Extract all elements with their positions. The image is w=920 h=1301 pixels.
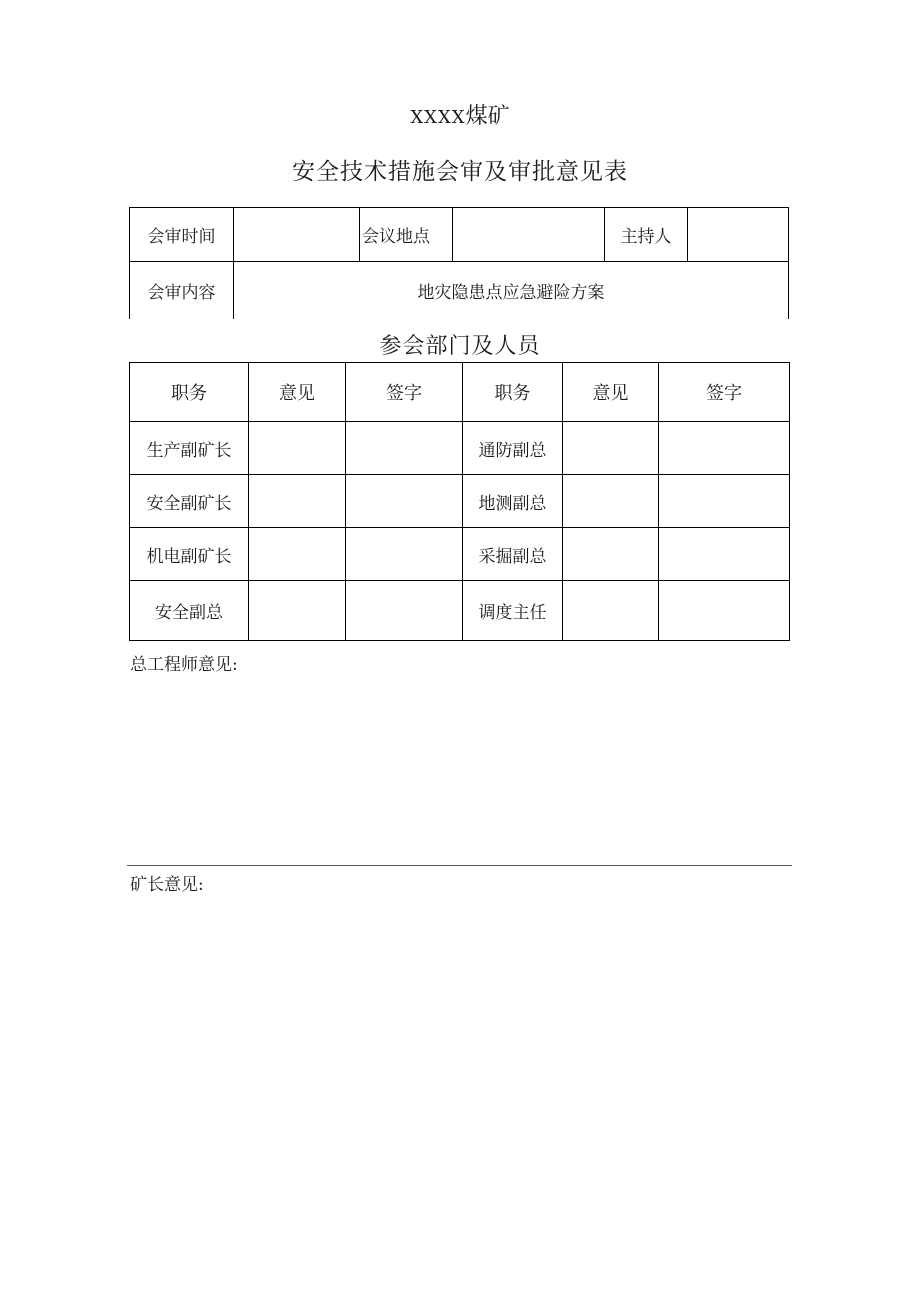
signature-cell[interactable] [346, 422, 463, 475]
host-field[interactable] [688, 208, 789, 262]
mine-name-suffix: 煤矿 [465, 104, 510, 129]
meeting-location-label: 会议地点 [360, 208, 453, 262]
opinion-cell[interactable] [249, 475, 346, 528]
opinion-cell[interactable] [563, 528, 659, 581]
review-time-field[interactable] [234, 208, 360, 262]
position-cell: 安全副总 [130, 581, 249, 641]
review-content-value[interactable]: 地灾隐患点应急避险方案 [234, 262, 789, 320]
position-cell: 机电副矿长 [130, 528, 249, 581]
position-cell: 调度主任 [463, 581, 563, 641]
column-header-opinion: 意见 [249, 363, 346, 422]
table-row [130, 528, 790, 581]
signature-cell[interactable] [659, 528, 790, 581]
signature-cell[interactable] [346, 475, 463, 528]
departments-title: 参会部门及人员 [379, 334, 541, 359]
table-row [130, 475, 790, 528]
signature-cell[interactable] [659, 475, 790, 528]
review-time-label: 会审时间 [130, 208, 234, 262]
review-content-row [130, 262, 789, 320]
review-info-table [129, 207, 789, 319]
host-label: 主持人 [605, 208, 688, 262]
column-header-signature: 签字 [346, 363, 463, 422]
column-header-position: 职务 [463, 363, 563, 422]
form-title: 安全技术措施会审及审批意见表 [292, 159, 628, 185]
signature-cell[interactable] [659, 581, 790, 641]
signature-cell[interactable] [346, 581, 463, 641]
mine-name-prefix: XXXX [410, 107, 466, 128]
column-header-signature: 签字 [659, 363, 790, 422]
section-divider [127, 865, 792, 866]
position-cell: 地测副总 [463, 475, 563, 528]
position-cell: 生产副矿长 [130, 422, 249, 475]
position-cell: 安全副矿长 [130, 475, 249, 528]
position-cell: 通防副总 [463, 422, 563, 475]
table-row [130, 581, 790, 641]
signature-cell[interactable] [659, 422, 790, 475]
column-header-opinion: 意见 [563, 363, 659, 422]
column-header-position: 职务 [130, 363, 249, 422]
review-content-label: 会审内容 [130, 262, 234, 320]
opinion-cell[interactable] [563, 581, 659, 641]
departments-header-row [130, 363, 790, 422]
meeting-location-field[interactable] [453, 208, 605, 262]
chief-engineer-opinion-label: 总工程师意见: [130, 655, 238, 675]
review-info-row [130, 208, 789, 262]
mine-manager-opinion-label: 矿长意见: [130, 875, 204, 895]
opinion-cell[interactable] [249, 422, 346, 475]
opinion-cell[interactable] [563, 422, 659, 475]
mine-name [0, 100, 920, 135]
position-cell: 采掘副总 [463, 528, 563, 581]
opinion-cell[interactable] [249, 528, 346, 581]
opinion-cell[interactable] [249, 581, 346, 641]
signature-cell[interactable] [346, 528, 463, 581]
table-row [130, 422, 790, 475]
departments-table [129, 362, 790, 641]
opinion-cell[interactable] [563, 475, 659, 528]
